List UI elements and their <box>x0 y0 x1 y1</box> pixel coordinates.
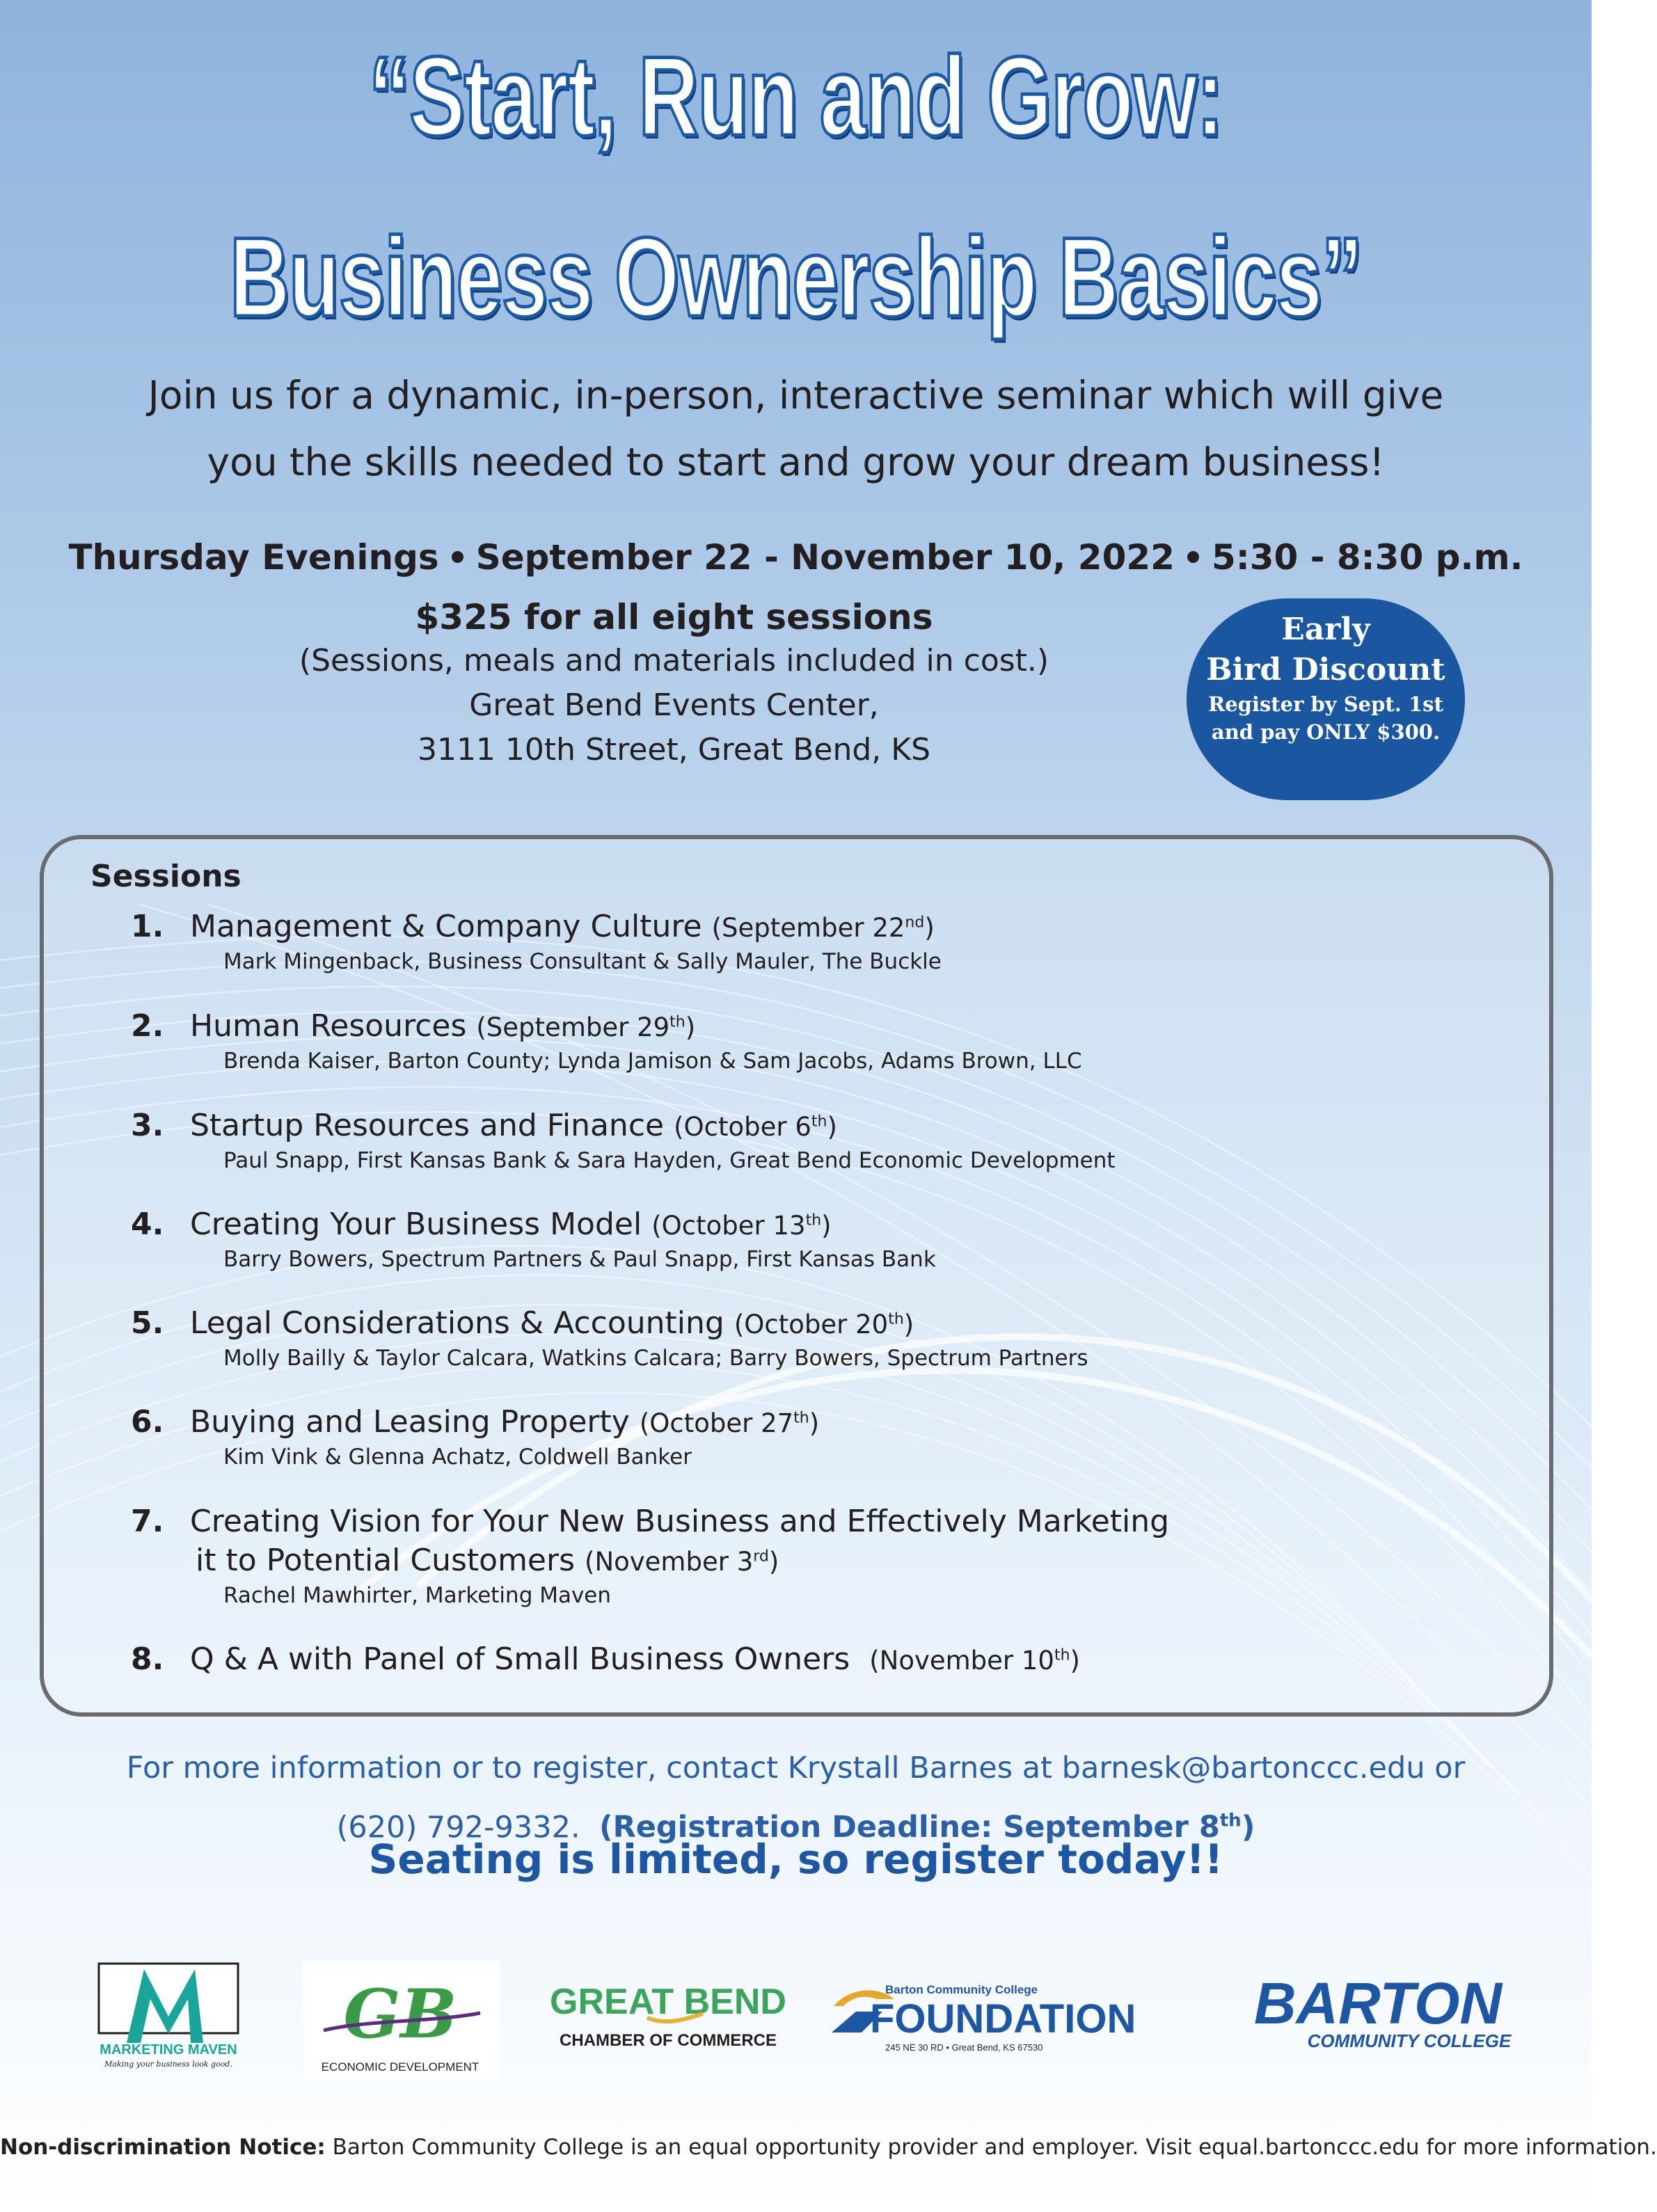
maven-name: MARKETING MAVEN <box>100 2042 237 2058</box>
barton-name: BARTON <box>1253 1971 1503 2036</box>
bullet-dot <box>1187 551 1199 563</box>
included-note: (Sessions, meals and materials included in cost.) <box>299 643 1049 678</box>
early-bird-badge <box>1187 598 1465 800</box>
chamber-name-2: CHAMBER OF COMMERCE <box>560 2031 777 2050</box>
badge-line-3: Register by Sept. 1st <box>1208 692 1443 716</box>
deadline-suffix: th <box>1219 1811 1242 1831</box>
contact-phone: (620) 792-9332. <box>336 1810 580 1845</box>
title-line-1: “Start, Run and Grow: <box>368 33 1223 159</box>
sessions-box <box>40 835 1553 1717</box>
date-close: ) <box>685 1012 696 1042</box>
gb-econ-label: ECONOMIC DEVELOPMENT <box>321 2060 479 2074</box>
session-title <box>190 1008 695 1044</box>
session-date <box>476 1012 695 1042</box>
deadline-text: (Registration Deadline: September 8 <box>598 1810 1220 1845</box>
sessions-heading: Sessions <box>90 859 241 894</box>
date-close: ) <box>903 1310 914 1339</box>
foundation-wordmark-icon <box>828 1978 1169 2055</box>
session-date-text: (October 6 <box>674 1112 811 1142</box>
contact-line-1: For more information or to register, contact Krystall Barnes at barnesk@bartonccc.edu or <box>126 1751 1466 1785</box>
date-close: ) <box>924 913 935 943</box>
date-suffix: th <box>888 1310 904 1328</box>
session-number: 7. <box>131 1504 164 1539</box>
gb-script-mark-icon <box>303 1961 500 2079</box>
session-number: 2. <box>131 1008 164 1044</box>
intro-line-1: Join us for a dynamic, in-person, interactive seminar which will give <box>148 373 1444 417</box>
date-suffix: th <box>805 1211 822 1230</box>
date-close: ) <box>809 1408 820 1438</box>
session-date <box>674 1112 837 1142</box>
session-date <box>640 1408 819 1438</box>
foundation-name: FOUNDATION <box>870 1996 1136 2042</box>
session-title <box>190 1108 837 1143</box>
session-title <box>190 1404 819 1440</box>
great-bend-chamber-logo <box>550 1978 786 2054</box>
session-date-text: (September 22 <box>711 913 905 943</box>
date-suffix: th <box>793 1409 809 1427</box>
notice-text: Barton Community College is an equal opportunity provider and employer. Visit equal.bartonccc.edu for more information. <box>332 2135 1657 2160</box>
barton-sub: COMMUNITY COLLEGE <box>1307 2030 1512 2051</box>
price-text: $325 for all eight sessions <box>415 597 933 637</box>
session-title-line-2 <box>196 1543 779 1578</box>
session-number: 8. <box>131 1641 164 1677</box>
barton-wordmark-icon <box>1228 1971 1535 2058</box>
session-title-text: Creating Your Business Model <box>190 1207 642 1242</box>
marketing-maven-mark-icon <box>78 1961 259 2072</box>
schedule-time: 5:30 - 8:30 p.m. <box>1211 537 1523 578</box>
session-date-text: (November 10 <box>869 1646 1054 1676</box>
session-speakers: Molly Bailly & Taylor Calcara, Watkins Calcara; Barry Bowers, Spectrum Partners <box>223 1346 1088 1371</box>
session-number: 4. <box>131 1207 164 1242</box>
session-date <box>651 1211 831 1241</box>
date-suffix: nd <box>905 914 925 932</box>
session-number: 1. <box>131 909 164 944</box>
intro-text <box>42 362 1550 495</box>
non-discrimination-notice <box>0 2135 1657 2160</box>
session-title-text: Management & Company Culture <box>190 909 702 944</box>
schedule-days: Thursday Evenings <box>68 537 439 578</box>
session-title-text: Buying and Leasing Property <box>190 1404 630 1440</box>
session-date-text: (October 20 <box>734 1310 889 1339</box>
session-speakers: Rachel Mawhirter, Marketing Maven <box>223 1583 612 1608</box>
intro-line-2: you the skills needed to start and grow your dream business! <box>207 440 1385 484</box>
session-date <box>712 913 935 943</box>
badge-line-1: Early <box>1281 612 1370 647</box>
session-title <box>190 1305 914 1341</box>
session-date-text: (October 13 <box>651 1211 806 1241</box>
date-close: ) <box>827 1112 837 1142</box>
schedule-line <box>0 537 1592 578</box>
session-title: Creating Vision for Your New Business and Effectively Marketing <box>190 1504 1170 1539</box>
session-title-text: Human Resources <box>190 1008 467 1044</box>
venue-name: Great Bend Events Center, <box>469 687 879 723</box>
gb-mark: GB <box>343 1975 457 2053</box>
venue-address: 3111 10th Street, Great Bend, KS <box>417 732 931 767</box>
session-title-text: it to Potential Customers <box>196 1543 576 1578</box>
session-title-text: Startup Resources and Finance <box>190 1108 665 1143</box>
session-speakers: Paul Snapp, First Kansas Bank & Sara Hayden, Great Bend Economic Development <box>223 1148 1116 1173</box>
session-date <box>734 1310 914 1339</box>
session-title-text: Legal Considerations & Accounting <box>190 1305 724 1341</box>
date-suffix: th <box>669 1013 685 1031</box>
session-title-text: Q & A with Panel of Small Business Owners <box>190 1641 850 1677</box>
gb-economic-development-logo <box>303 1961 500 2079</box>
date-suffix: rd <box>753 1547 769 1566</box>
session-speakers: Brenda Kaiser, Barton County; Lynda Jamison & Sam Jacobs, Adams Brown, LLC <box>223 1049 1082 1074</box>
session-date-text: (October 27 <box>639 1408 794 1438</box>
barton-college-logo <box>1228 1971 1535 2058</box>
notice-label: Non-discrimination Notice: <box>0 2135 326 2160</box>
bullet-dot <box>452 551 463 563</box>
date-close: ) <box>821 1211 832 1241</box>
session-date <box>869 1646 1080 1676</box>
foundation-address: 245 NE 30 RD • Great Bend, KS 67530 <box>885 2042 1043 2053</box>
session-date-text: (November 3 <box>585 1547 754 1577</box>
barton-foundation-logo <box>828 1978 1169 2055</box>
call-to-action: Seating is limited, so register today!! <box>368 1836 1223 1883</box>
session-number: 3. <box>131 1108 164 1143</box>
session-title <box>190 1207 832 1242</box>
session-number: 6. <box>131 1404 164 1440</box>
chamber-name-1: GREAT BEND <box>550 1982 786 2022</box>
marketing-maven-logo <box>78 1961 259 2072</box>
maven-tagline: Making your business look good. <box>104 2060 232 2069</box>
chamber-wordmark-icon <box>550 1978 786 2054</box>
date-close: ) <box>768 1547 779 1577</box>
session-speakers: Mark Mingenback, Business Consultant & Sally Mauler, The Buckle <box>223 949 942 974</box>
date-suffix: th <box>811 1113 827 1131</box>
title-line-2: Business Ownership Basics” <box>229 214 1363 340</box>
date-close: ) <box>1070 1646 1080 1676</box>
badge-line-4: and pay ONLY $300. <box>1211 720 1441 744</box>
foundation-top: Barton Community College <box>885 1983 1038 1996</box>
session-title <box>190 909 935 944</box>
deadline-close: ) <box>1241 1810 1255 1845</box>
badge-line-2: Bird Discount <box>1206 652 1445 687</box>
date-suffix: th <box>1054 1646 1070 1664</box>
session-speakers: Kim Vink & Glenna Achatz, Coldwell Banker <box>223 1445 692 1470</box>
session-date-text: (September 29 <box>476 1012 670 1042</box>
session-title <box>190 1641 1080 1677</box>
session-number: 5. <box>131 1305 164 1341</box>
session-date <box>585 1547 779 1577</box>
session-speakers: Barry Bowers, Spectrum Partners & Paul Snapp, First Kansas Bank <box>223 1247 936 1272</box>
schedule-dates: September 22 - November 10, 2022 <box>475 537 1175 578</box>
